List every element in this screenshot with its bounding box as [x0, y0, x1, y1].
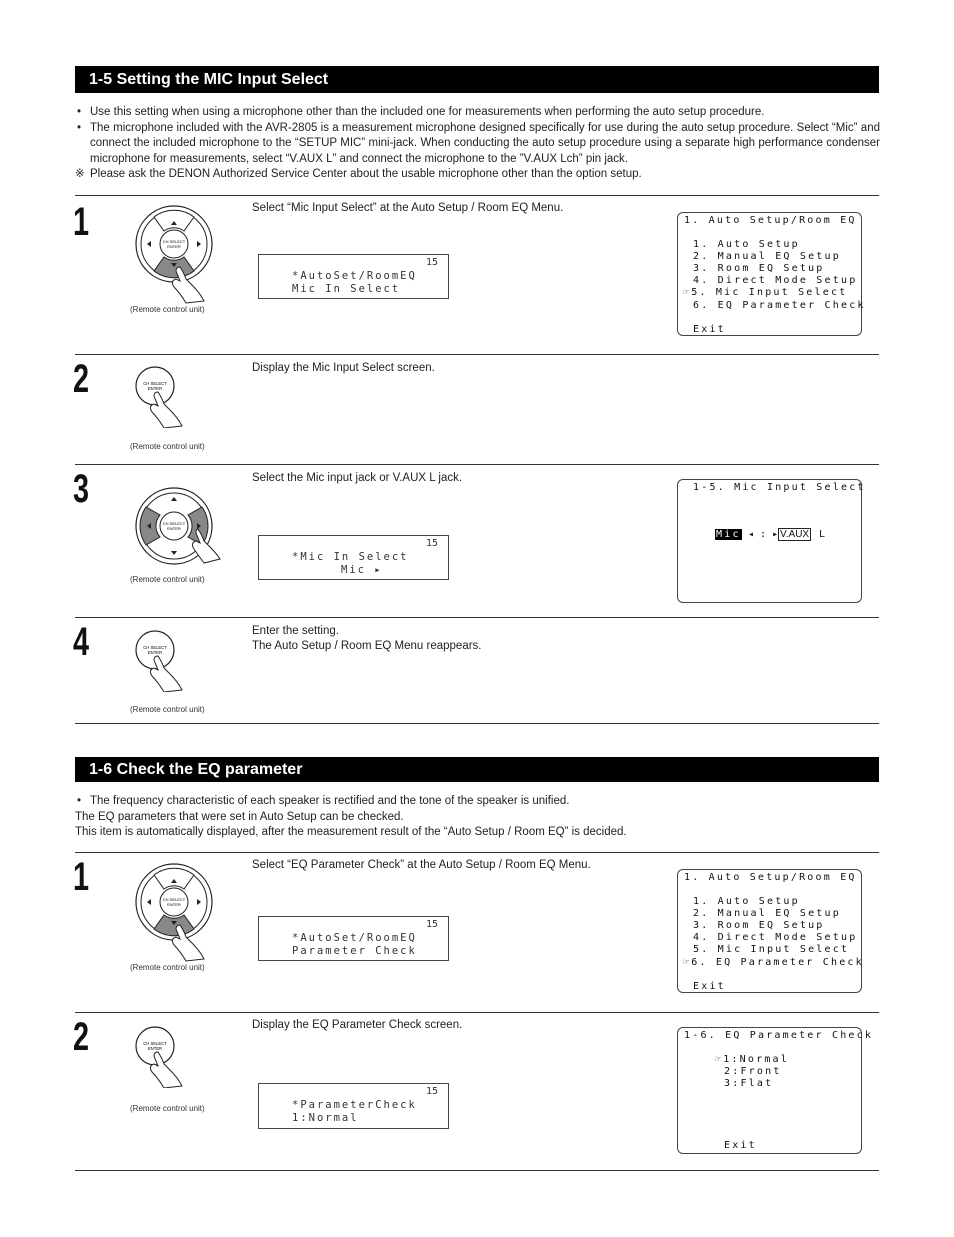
paragraph-2: This item is automatically displayed, after the measurement result of the “Auto Setup / Room EQ” is decided.: [75, 826, 627, 838]
front-display: 15 *Mic In Select Mic ▸: [258, 535, 449, 580]
arrows-icon: ◂ : ▸: [748, 529, 779, 540]
step-instruction: Display the EQ Parameter Check screen.: [252, 1019, 463, 1031]
intro-1-5: [75, 105, 880, 183]
svg-text:ENTER: ENTER: [167, 526, 181, 531]
divider: [75, 617, 879, 618]
mic-input-select-screen: 1-5. Mic Input Select Mic ◂ : ▸ V.AUX L: [677, 479, 862, 603]
bullet-2: • The microphone included with the AVR-2805 is a measurement microphone designed specifically for use during the auto setup procedure. Select “Mic” and connect the included microphone to the “SETUP MIC” mini-jack. When conducting the auto setup procedure using a separate high performance condenser microphone for measurements, select “V.AUX L” and connect the microphone to the ”V.AUX Lch” pin jack.: [75, 121, 880, 168]
remote-caption: (Remote control unit): [130, 575, 205, 584]
svg-text:CH SELECT: CH SELECT: [162, 897, 186, 902]
front-display: 15 *AutoSet/RoomEQ Mic In Select: [258, 254, 449, 299]
svg-text:ENTER: ENTER: [147, 1046, 163, 1051]
section-title-1-5: 1-5 Setting the MIC Input Select: [75, 66, 879, 93]
front-display: 15 *AutoSet/RoomEQ Parameter Check: [258, 916, 449, 961]
svg-text:ENTER: ENTER: [147, 386, 163, 391]
remote-enter-icon: [132, 1024, 202, 1088]
svg-text:CH SELECT: CH SELECT: [143, 381, 167, 386]
step-number: 3: [73, 467, 90, 511]
paragraph-1: The EQ parameters that were set in Auto Setup can be checked.: [75, 810, 404, 823]
remote-enter-icon: [132, 364, 202, 428]
bullet-1: • The frequency characteristic of each speaker is rectified and the tone of the speaker is unified.: [75, 794, 880, 810]
svg-text:CH SELECT: CH SELECT: [162, 521, 186, 526]
step-instruction: Display the Mic Input Select screen.: [252, 362, 435, 374]
step-instruction: Select “Mic Input Select” at the Auto Setup / Room EQ Menu.: [252, 202, 564, 214]
intro-1-6: [75, 794, 880, 841]
remote-caption: (Remote control unit): [130, 963, 205, 972]
remote-caption: (Remote control unit): [130, 1104, 205, 1113]
divider: [75, 1012, 879, 1013]
remote-caption: (Remote control unit): [130, 442, 205, 451]
divider: [75, 852, 879, 853]
step-number: 4: [73, 620, 90, 664]
bullet-1: • Use this setting when using a microphone other than the included one for measurements when performing the auto setup procedure.: [75, 105, 880, 121]
step-number: 1: [73, 200, 90, 244]
step-instruction-1: Enter the setting.: [252, 625, 339, 637]
remote-dpad-right-icon: [130, 485, 230, 575]
divider: [75, 1170, 879, 1171]
step-instruction: Select the Mic input jack or V.AUX L jack.: [252, 472, 463, 484]
step-number: 2: [73, 357, 90, 401]
remote-enter-icon: [132, 628, 202, 692]
mic-option-selected: Mic: [716, 529, 741, 540]
divider: [75, 464, 879, 465]
divider: [75, 354, 879, 355]
remote-caption: (Remote control unit): [130, 305, 205, 314]
front-display: 15 *ParameterCheck 1:Normal: [258, 1083, 449, 1129]
step-number: 2: [73, 1015, 90, 1059]
onscreen-menu: 1. Auto Setup/Room EQ 1. Auto Setup 2. Manual EQ Setup 3. Room EQ Setup 4. Direct Mode Setup ☞5. Mic Input Select 6. EQ Parameter Check Exit: [677, 212, 862, 336]
svg-text:CH SELECT: CH SELECT: [162, 239, 186, 244]
note: ※ Please ask the DENON Authorized Service Center about the usable microphone other than the option setup.: [75, 168, 642, 180]
svg-text:CH SELECT: CH SELECT: [143, 645, 167, 650]
remote-dpad-down-icon: [130, 203, 230, 305]
onscreen-menu: 1. Auto Setup/Room EQ 1. Auto Setup 2. Manual EQ Setup 3. Room EQ Setup 4. Direct Mode Setup 5. Mic Input Select ☞6. EQ Parameter Check Exit: [677, 869, 862, 993]
vaux-option: V.AUX: [780, 529, 810, 540]
svg-text:ENTER: ENTER: [147, 650, 163, 655]
svg-text:ENTER: ENTER: [167, 244, 181, 249]
step-instruction: Select “EQ Parameter Check” at the Auto Setup / Room EQ Menu.: [252, 859, 591, 871]
svg-text:CH SELECT: CH SELECT: [143, 1041, 167, 1046]
step-number: 1: [73, 855, 90, 899]
eq-parameter-check-screen: 1-6. EQ Parameter Check ☞1:Normal 2:Front 3:Flat Exit: [677, 1027, 862, 1154]
section-title-1-6: 1-6 Check the EQ parameter: [75, 757, 879, 782]
remote-dpad-down-icon: [130, 861, 230, 963]
step-instruction-2: The Auto Setup / Room EQ Menu reappears.: [252, 640, 482, 652]
divider: [75, 723, 879, 724]
divider: [75, 195, 879, 196]
remote-caption: (Remote control unit): [130, 705, 205, 714]
svg-text:ENTER: ENTER: [167, 902, 181, 907]
